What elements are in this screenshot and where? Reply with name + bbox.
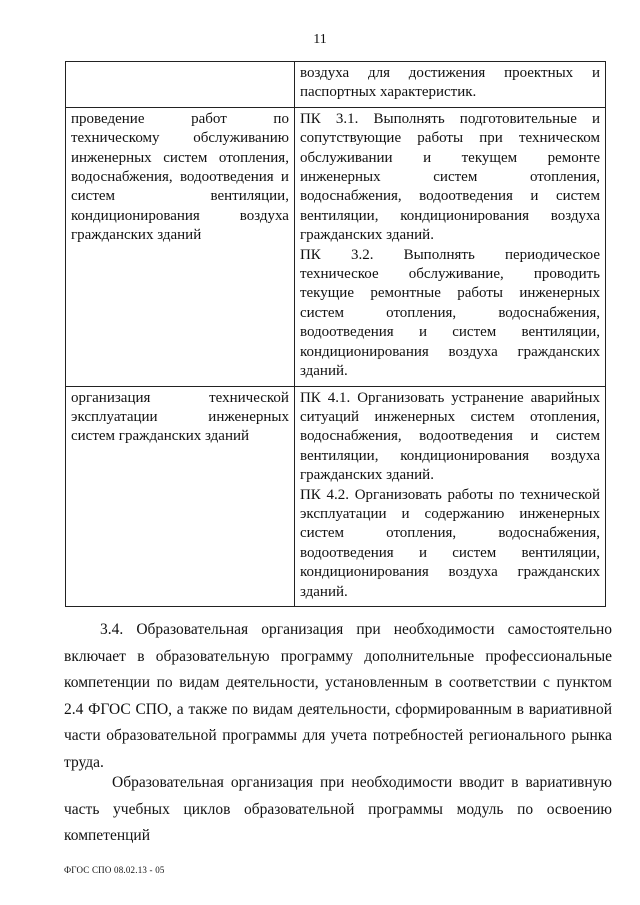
table-row xyxy=(66,107,606,386)
competency-text: ПК 3.2. Выполнять периодическое техническое обслуживание, проводить текущие ремонтные работы инженерных систем отопления, водоснабжения, водоотведения и систем вентиляции, кондиционирования воздуха гражданских зданий. xyxy=(299,246,600,380)
competency-text: ПК 4.1. Организовать устранение аварийных ситуаций инженерных систем отопления, водоснабжения, водоотведения и систем вентиляции, кондиционирования воздуха гражданских зданий. xyxy=(299,389,600,484)
competency-text: ПК 4.2. Организовать работы по технической эксплуатации и содержанию инженерных систем отопления, водоснабжения, водоотведения и систем вентиляции, кондиционирования воздуха гражданских зданий. xyxy=(299,486,600,600)
competencies-table xyxy=(65,61,606,607)
competencies-cell xyxy=(294,386,605,606)
competencies-cell xyxy=(294,62,605,108)
body-paragraph: 3.4. Образовательная организация при необходимости самостоятельно включает в образовательную программу дополнительные профессиональные компетенции по видам деятельности, установленным в соответствии с пунктом 2.4 ФГОС СПО, а также по видам деятельности, сформированным в вариативной части образовательной программы для учета потребностей регионального рынка труда. xyxy=(64,621,612,771)
body-paragraph: Образовательная организация при необходимости вводит в вариативную часть учебных циклов образовательной программы модуль по освоению компетенций xyxy=(64,774,612,844)
competency-text: ПК 3.1. Выполнять подготовительные и сопутствующие работы при техническом обслуживании и текущем ремонте инженерных систем отопления, водоснабжения, водоотведения и систем вентиляции, кондиционирования воздуха гражданских зданий. xyxy=(299,110,600,244)
table-row xyxy=(66,386,606,606)
activity-cell xyxy=(66,62,295,108)
activity-cell: организация технической эксплуатации инженерных систем гражданских зданий xyxy=(66,386,295,606)
table-row xyxy=(66,62,606,108)
competency-text: воздуха для достижения проектных и паспортных характеристик. xyxy=(299,65,600,101)
document-footer-code: ФГОС СПО 08.02.13 - 05 xyxy=(64,865,165,875)
activity-cell: проведение работ по техническому обслуживанию инженерных систем отопления, водоснабжения, водоотведения и систем вентиляции, кондиционирования воздуха гражданских зданий xyxy=(66,107,295,386)
competencies-cell xyxy=(294,107,605,386)
page-number: 11 xyxy=(313,32,327,47)
